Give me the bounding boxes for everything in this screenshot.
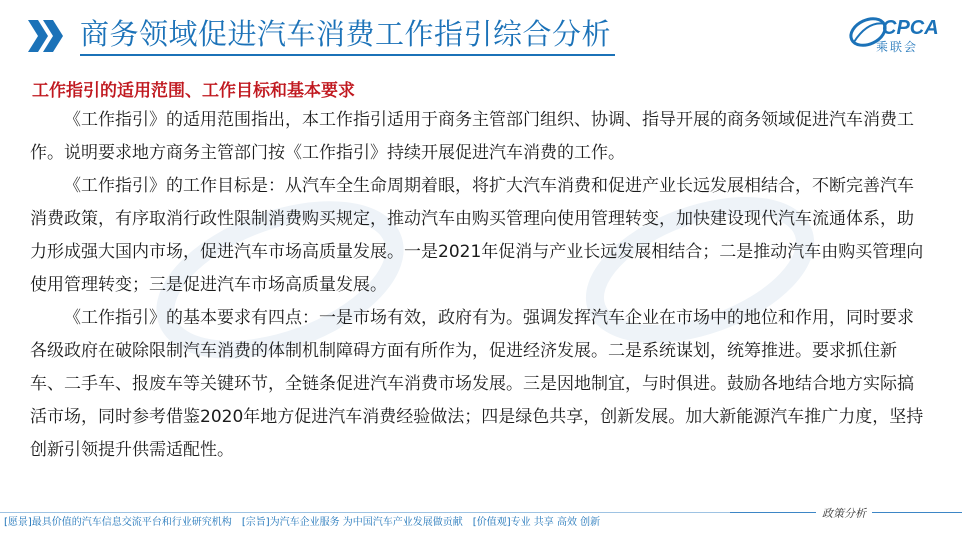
paragraph-goals: 《工作指引》的工作目标是：从汽车全生命周期着眼，将扩大汽车消费和促进产业长远发展相结合，不断完善汽车消费政策，有序取消行政性限制消费购买规定，推动汽车由购买管理向使用管理转变，加快建设现代汽车流通体系，助力形成强大国内市场，促进汽车市场高质量发展。一是2021年促消与产业长远发展相结合；二是推动汽车由购买管理向使用管理转变；三是促进汽车市场高质量发展。 [30,176,924,295]
paragraph-requirements: 《工作指引》的基本要求有四点：一是市场有效，政府有为。强调发挥汽车企业在市场中的地位和作用，同时要求各级政府在破除限制汽车消费的体制机制障碍方面有所作为，促进经济发展。二是系统谋划，统筹推进。要求抓住新车、二手车、报废车等关键环节，全链条促进汽车消费市场发展。三是因地制宜，与时俱进。鼓励各地结合地方实际搞活市场，同时参考借鉴2020年地方促进汽车消费经验做法；四是绿色共享，创新发展。加大新能源汽车推广力度，坚持创新引领提升供需适配性。 [30,308,924,460]
paragraph-scope: 《工作指引》的适用范围指出，本工作指引适用于商务主管部门组织、协调、指导开展的商务领域促进汽车消费工作。说明要求地方商务主管部门按《工作指引》持续开展促进汽车消费的工作。 [30,110,914,163]
body-text [30,104,925,467]
footer-vision: [愿景]最具价值的汽车信息交流平台和行业研究机构 [4,517,232,528]
footer-values: [价值观]专业 共享 高效 创新 [472,517,601,528]
logo-text: CPCA [882,17,939,39]
title-underline [80,54,615,56]
double-chevron-right-icon [26,18,66,54]
page-title: 商务领域促进汽车消费工作指引综合分析 [80,17,612,51]
footer-mission [4,517,600,529]
section-heading: 工作指引的适用范围、工作目标和基本要求 [32,81,355,101]
logo-chinese-name: 乘联会 [876,40,919,54]
footer-purpose: [宗旨]为汽车企业服务 为中国汽车产业发展做贡献 [241,517,463,528]
footer-section-tag: 政策分析 [816,505,872,521]
